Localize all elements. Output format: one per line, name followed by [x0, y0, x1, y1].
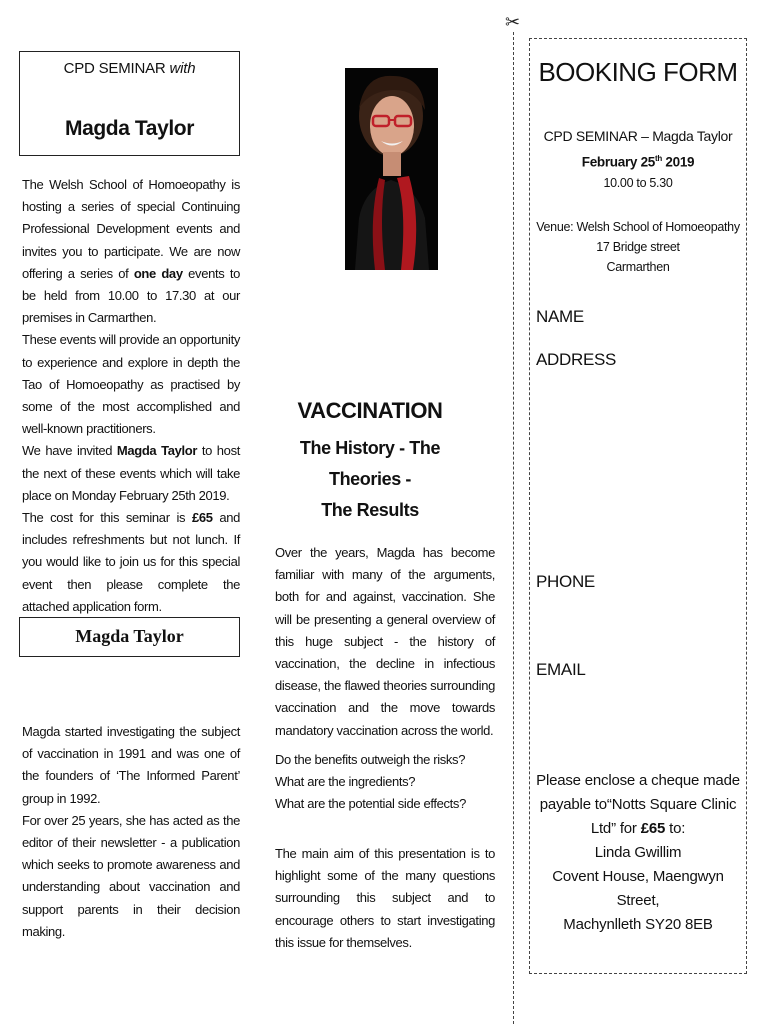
- question-item: What are the potential side effects?: [275, 796, 466, 812]
- seminar-header-box: [19, 51, 240, 156]
- bio-header: Magda Taylor: [75, 626, 184, 646]
- address-field-label[interactable]: ADDRESS: [536, 350, 617, 369]
- talk-questions: [275, 749, 495, 816]
- form-time: 10.00 to 5.30: [603, 176, 673, 190]
- booking-form-title: BOOKING FORM: [538, 57, 738, 87]
- portrait-image: [345, 68, 438, 270]
- form-date: February 25th 2019: [581, 154, 695, 170]
- phone-field-label[interactable]: PHONE: [536, 572, 595, 591]
- payment-instructions: Please enclose a cheque made payable to“Notts Square Clinic Ltd” for £65 to: Linda Gwillim Covent House, Maengwyn Street, Machynlleth SY20 8EB: [536, 772, 740, 933]
- speaker-photo: [345, 68, 438, 270]
- name-field-label[interactable]: NAME: [536, 307, 584, 326]
- question-item: Do the benefits outweigh the risks?: [275, 752, 466, 767]
- cut-line: [513, 32, 514, 1024]
- seminar-speaker-name: Magda Taylor: [64, 117, 194, 140]
- talk-overview: Over the years, Magda has become familiar with many of the arguments, both for and against, vaccination. She will be presenting a general overview of this huge subject - the history of vaccination, the decline in infectious disease, the flawed theories surrounding vaccination and the move towards mandatory vaccination across the world.: [275, 545, 495, 738]
- email-field-label[interactable]: EMAIL: [536, 660, 586, 679]
- form-seminar-name: CPD SEMINAR – Magda Taylor: [543, 128, 733, 144]
- form-venue: Venue: Welsh School of Homoeopathy 17 Bridge street Carmarthen: [536, 220, 740, 274]
- talk-subtitle: The History - The Theories - The Results: [299, 438, 441, 520]
- booking-form: [529, 38, 747, 974]
- seminar-header-line: CPD SEMINAR with: [63, 60, 196, 77]
- scissors-icon: ✂: [505, 12, 521, 32]
- intro-text: The Welsh School of Homoeopathy is hosting a series of special Continuing Professional Development events and invites you to participate. We are now offering a series of one day events to be held from 10.00 to 17.30 at our premises in Carmarthen. These events will provide an opportunity to experience and explore in depth the Tao of Homoeopathy as practised by some of the most accomplished and well-known practitioners. We have invited Magda Taylor to host the next of these events which will take place on Monday February 25th 2019. The cost for this seminar is £65 and includes refreshments but not lunch. If you would like to join us for this special event then please complete the attached application form.: [22, 177, 241, 614]
- bio-header-box: [19, 617, 240, 657]
- talk-title: VACCINATION: [297, 398, 443, 423]
- talk-aim: The main aim of this presentation is to highlight some of the many questions surrounding this subject and to encourage others to start investigating this issue for themselves.: [275, 846, 495, 950]
- bio-text: Magda started investigating the subject of vaccination in 1991 and was one of the founders of ‘The Informed Parent’ group in 1992. For over 25 years, she has acted as the editor of their newsletter - a publication which seeks to promote awareness and understanding about vaccination and support parents in their decision making.: [22, 724, 240, 939]
- question-item: What are the ingredients?: [275, 774, 416, 790]
